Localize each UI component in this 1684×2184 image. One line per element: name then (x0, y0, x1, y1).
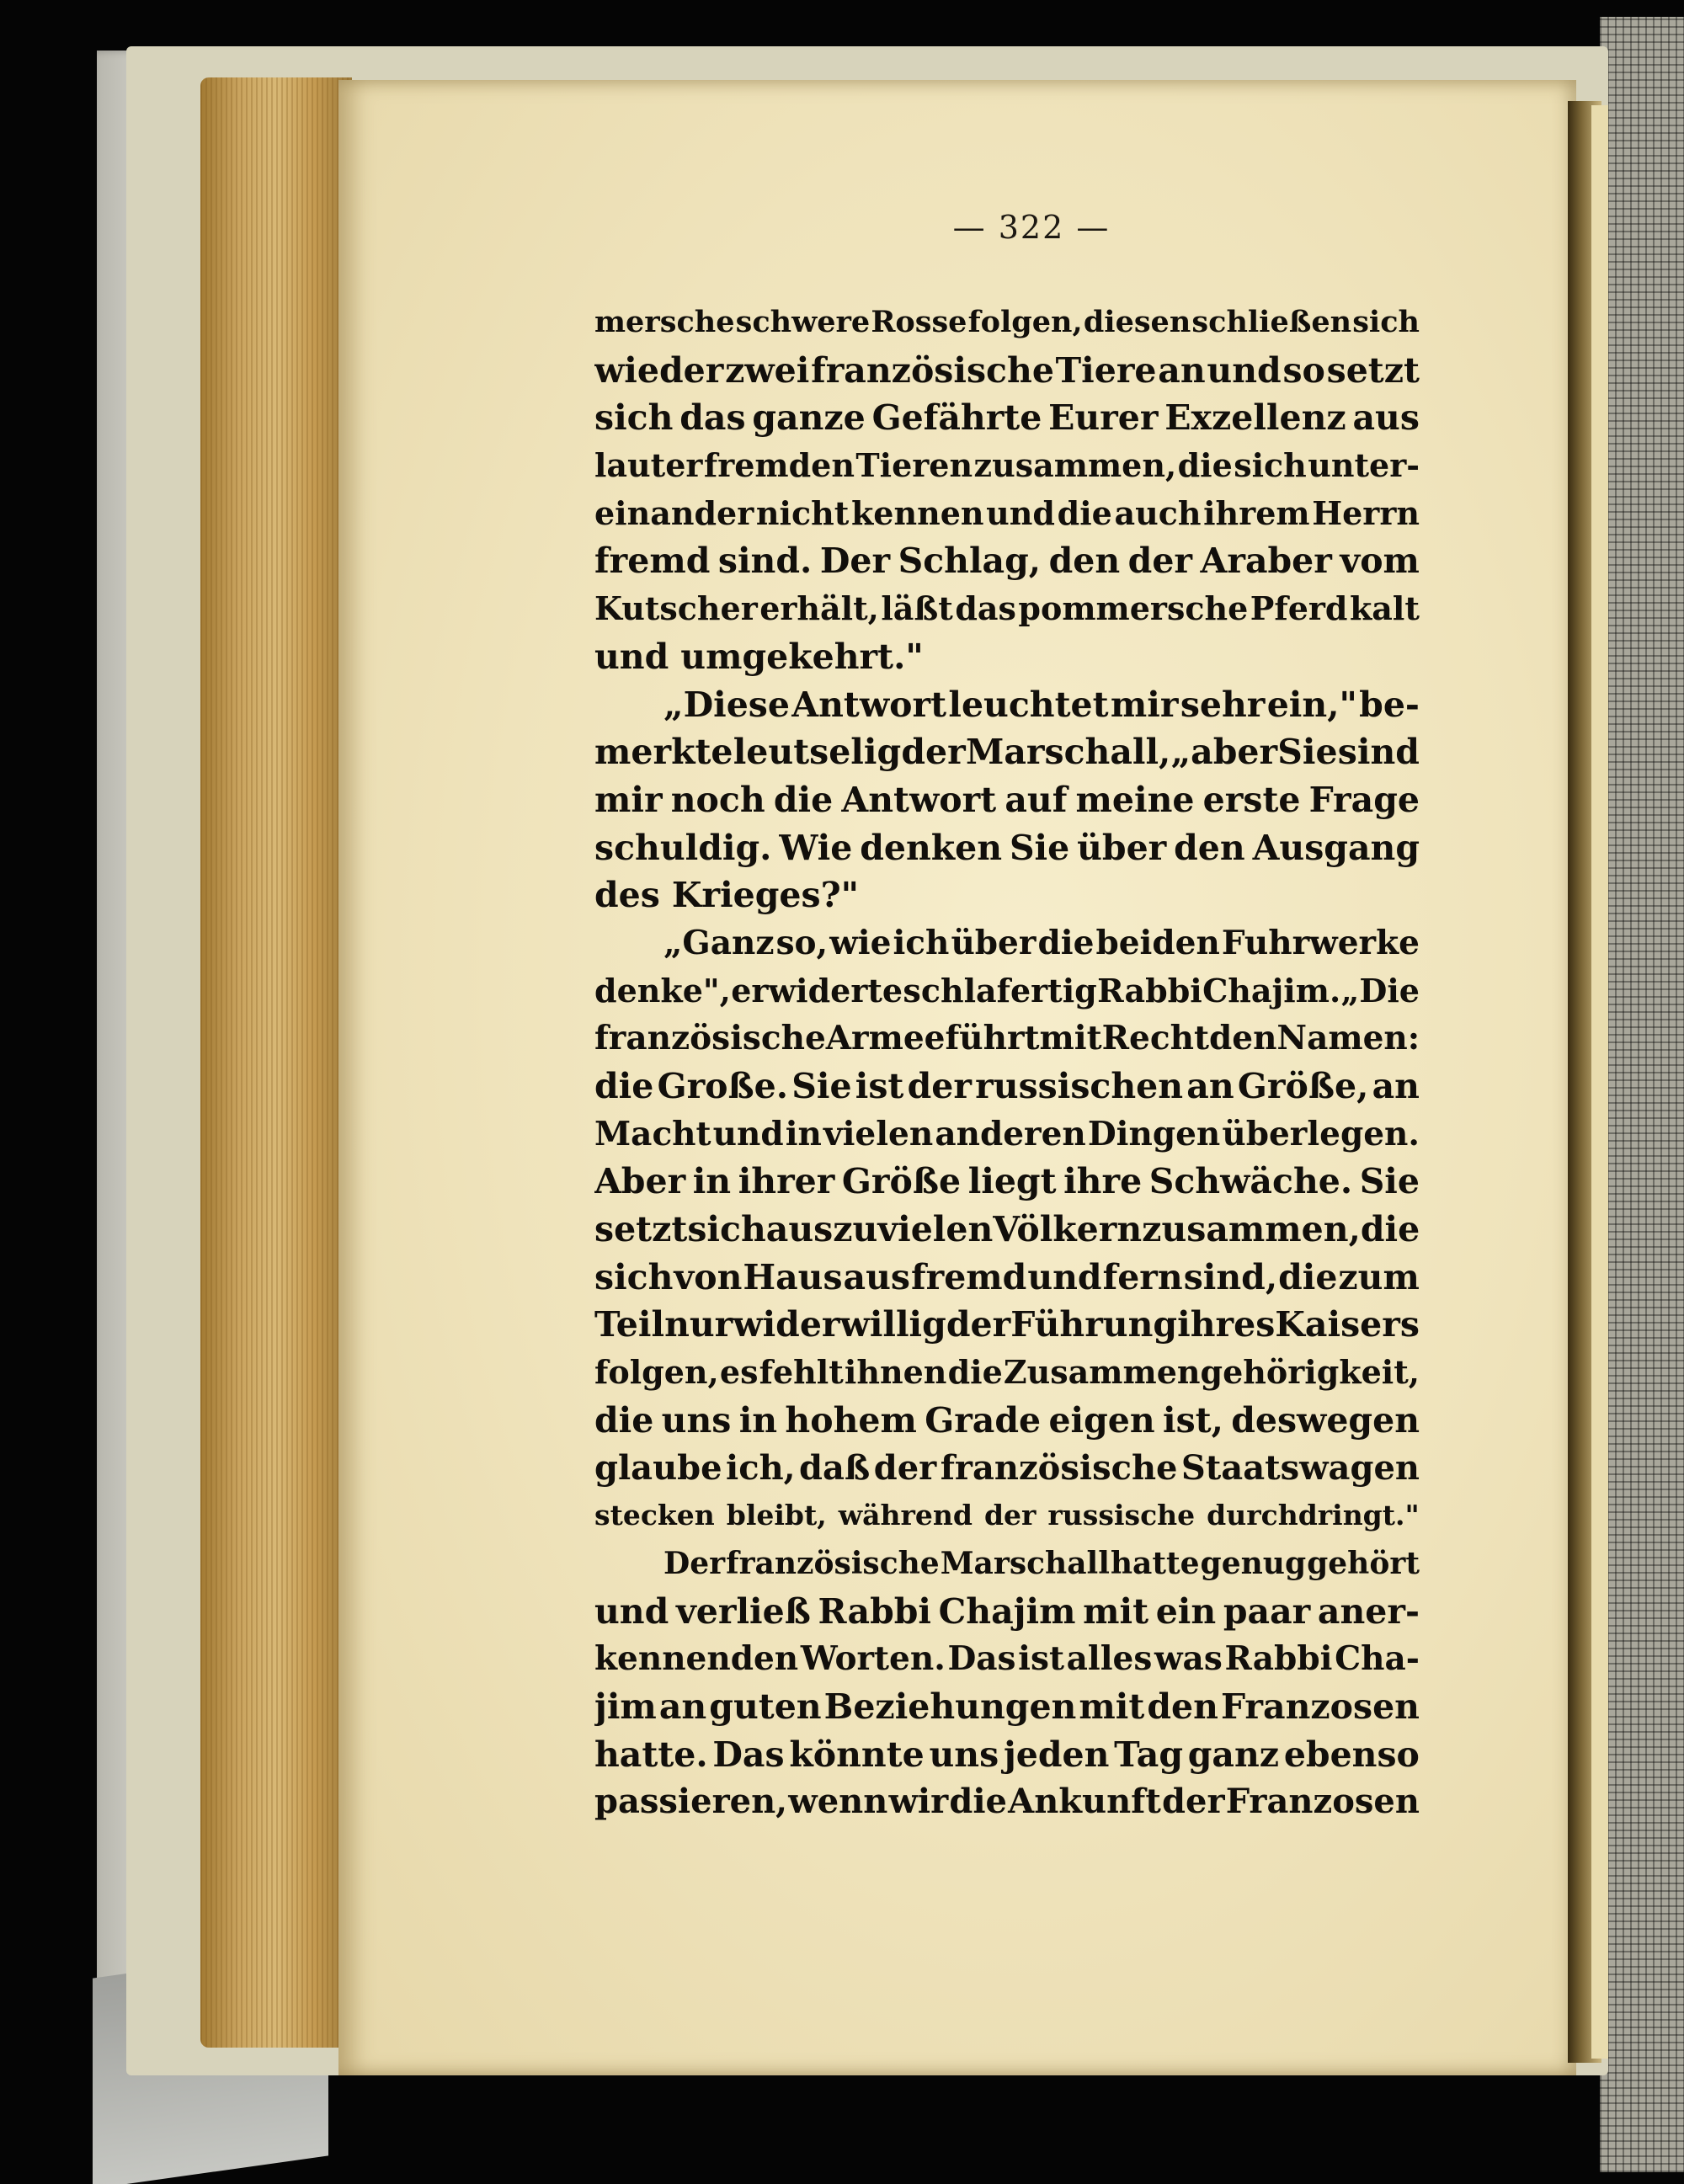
text-line: passieren, wenn wir die Ankunft der Franzosen (594, 1782, 1420, 1822)
text-line: merkte leutselig der Marschall, „aber Sie sind (594, 732, 1420, 773)
text-line: denke", erwiderte schlafertig Rabbi Chajim. „Die (594, 971, 1420, 1009)
page-body-text (594, 299, 1420, 1826)
text-line: sich von Haus aus fremd und fern sind, die zum (594, 1256, 1420, 1297)
text-line: des Krieges?" (594, 875, 859, 916)
background-mesh (1600, 17, 1684, 2172)
text-line: mir noch die Antwort auf meine erste Frage (594, 779, 1420, 820)
text-line: jim an guten Beziehungen mit den Franzosen (594, 1686, 1420, 1727)
text-line: und verließ Rabbi Chajim mit ein paar aner- (594, 1590, 1420, 1632)
facing-page-edge (1591, 105, 1608, 2059)
page-number: — 322 — (952, 209, 1111, 246)
text-line: „Ganz so, wie ich über die beiden Fuhrwerke (663, 923, 1420, 962)
text-line: kennenden Worten. Das ist alles was Rabbi Cha- (594, 1639, 1420, 1679)
text-line: einander nicht kennen und die auch ihrem Herrn (594, 493, 1420, 532)
text-line: die Große. Sie ist der russischen an Größe, an (594, 1066, 1420, 1106)
text-line: wieder zwei französische Tiere an und so setzt (594, 349, 1420, 391)
text-line: fremd sind. Der Schlag, den der Araber vom (594, 541, 1420, 582)
text-line: die uns in hohem Grade eigen ist, deswegen (594, 1399, 1420, 1441)
text-line: hatte. Das könnte uns jeden Tag ganz ebenso (594, 1734, 1420, 1775)
text-line: sich das ganze Gefährte Eurer Exzellenz aus (594, 397, 1420, 439)
text-line: französische Armee führt mit Recht den Namen: (594, 1019, 1420, 1058)
text-line: und umgekehrt." (594, 636, 924, 677)
text-line: stecken bleibt, während der russische durchdringt." (594, 1499, 1420, 1532)
text-line: Der französische Marschall hatte genug gehört (663, 1545, 1420, 1581)
text-line: lauter fremden Tieren zusammen, die sich unter- (594, 446, 1420, 485)
text-line: setzt sich aus zu vielen Völkern zusammen, die (594, 1209, 1420, 1250)
text-line: schuldig. Wie denken Sie über den Ausgang (594, 827, 1420, 868)
text-line: Teil nur widerwillig der Führung ihres Kaisers (594, 1304, 1420, 1345)
text-line: „Diese Antwort leuchtet mir sehr ein," be- (663, 684, 1420, 725)
page-edges (200, 77, 352, 2048)
text-line: Aber in ihrer Größe liegt ihre Schwäche. Sie (594, 1161, 1420, 1202)
text-line: glaube ich, daß der französische Staatswagen (594, 1447, 1420, 1488)
text-line: folgen, es fehlt ihnen die Zusammengehörigkeit, (594, 1353, 1420, 1392)
text-line: mersche schwere Rosse folgen, diesen schließen sich (594, 305, 1420, 339)
text-line: Macht und in vielen anderen Dingen überlegen. (594, 1114, 1420, 1153)
text-line: Kutscher erhält, läßt das pommersche Pferd kalt (594, 589, 1420, 628)
